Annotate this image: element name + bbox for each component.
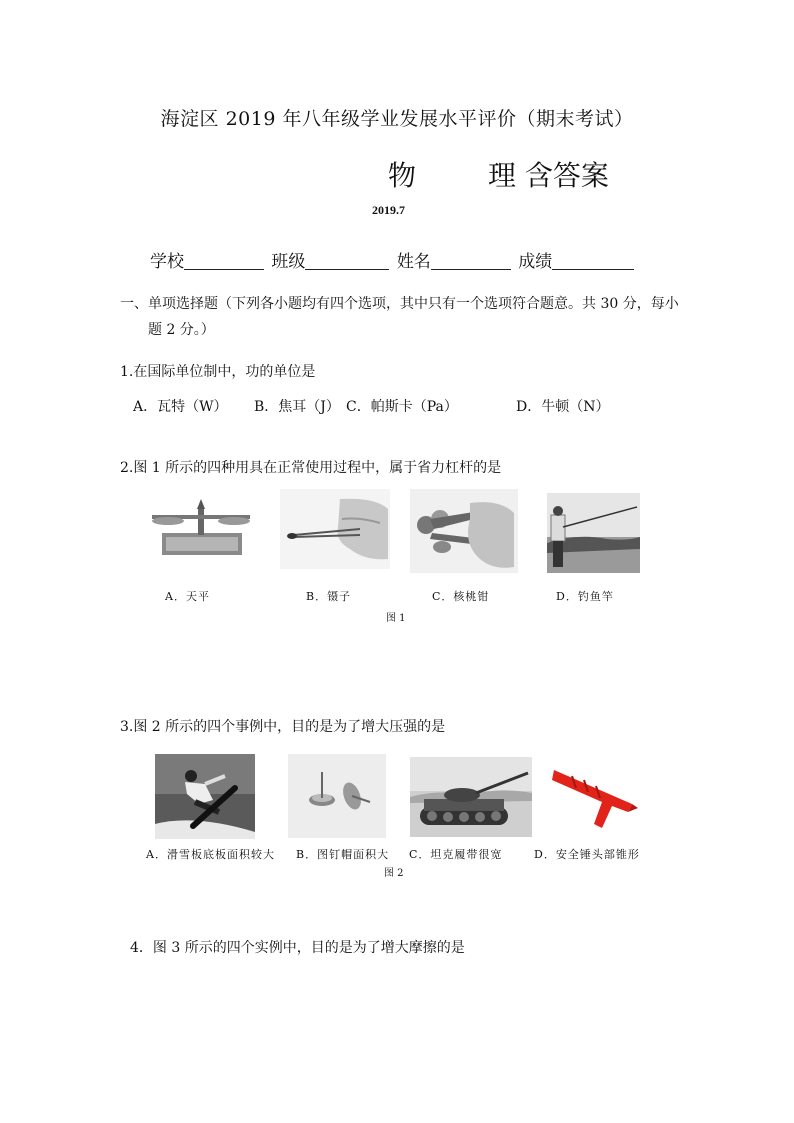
q1-option-d: D．牛顿（N） (516, 399, 610, 415)
q1-option-a: A．瓦特（W） (133, 399, 228, 415)
student-info-row (150, 247, 636, 272)
subject-part-b: 理 含答案 (488, 159, 609, 192)
name-label: 姓名 (396, 252, 431, 272)
figure-1-label: 图 1 (386, 613, 406, 624)
tweezers-image (280, 489, 390, 569)
nutcracker-image (410, 489, 518, 573)
section-heading-line1: 一、单项选择题（下列各小题均有四个选项，其中只有一个选项符合题意。共 30 分，每小 (120, 296, 679, 312)
subject-heading (388, 154, 609, 194)
tank-image (410, 757, 532, 837)
balance-scale-image (150, 497, 252, 559)
q1-stem: 1.在国际单位制中，功的单位是 (120, 364, 316, 380)
section-heading-line2: 题 2 分。） (148, 322, 215, 338)
q3-caption-a: A．滑雪板底板面积较大 (146, 848, 275, 861)
exam-date: 2019.7 (372, 203, 405, 217)
school-label: 学校 (150, 252, 184, 272)
q2-caption-a: A．天平 (165, 590, 210, 603)
class-label: 班级 (271, 252, 306, 272)
score-label: 成绩 (518, 252, 553, 272)
q2-stem: 2.图 1 所示的四种用具在正常使用过程中，属于省力杠杆的是 (120, 460, 502, 476)
q2-caption-b: B．镊子 (306, 590, 352, 603)
school-blank (184, 251, 264, 270)
safety-hammer-image (552, 762, 638, 832)
score-blank (552, 251, 634, 270)
figure-2-label: 图 2 (384, 868, 404, 879)
q3-caption-b: B．图钉帽面积大 (296, 848, 390, 861)
subject-part-a: 物 (388, 159, 417, 192)
thumbtack-image (288, 754, 386, 838)
q2-caption-c: C．核桃钳 (432, 590, 490, 603)
q3-caption-d: D．安全锤头部锥形 (534, 848, 640, 861)
name-blank (431, 251, 511, 270)
q1-option-c: C．帕斯卡（Pa） (346, 399, 458, 415)
document-title: 海淀区 2019 年八年级学业发展水平评价（期末考试） (160, 108, 634, 130)
q4-stem: 4．图 3 所示的四个实例中，目的是为了增大摩擦的是 (130, 940, 465, 956)
q3-stem: 3.图 2 所示的四个事例中，目的是为了增大压强的是 (120, 719, 446, 735)
fishing-rod-image (547, 493, 640, 573)
q2-caption-d: D．钓鱼竿 (556, 590, 614, 603)
q3-caption-c: C．坦克履带很宽 (409, 848, 503, 861)
q1-option-b: B．焦耳（J） (254, 399, 340, 415)
class-blank (305, 251, 389, 270)
snowboard-image (155, 754, 255, 839)
